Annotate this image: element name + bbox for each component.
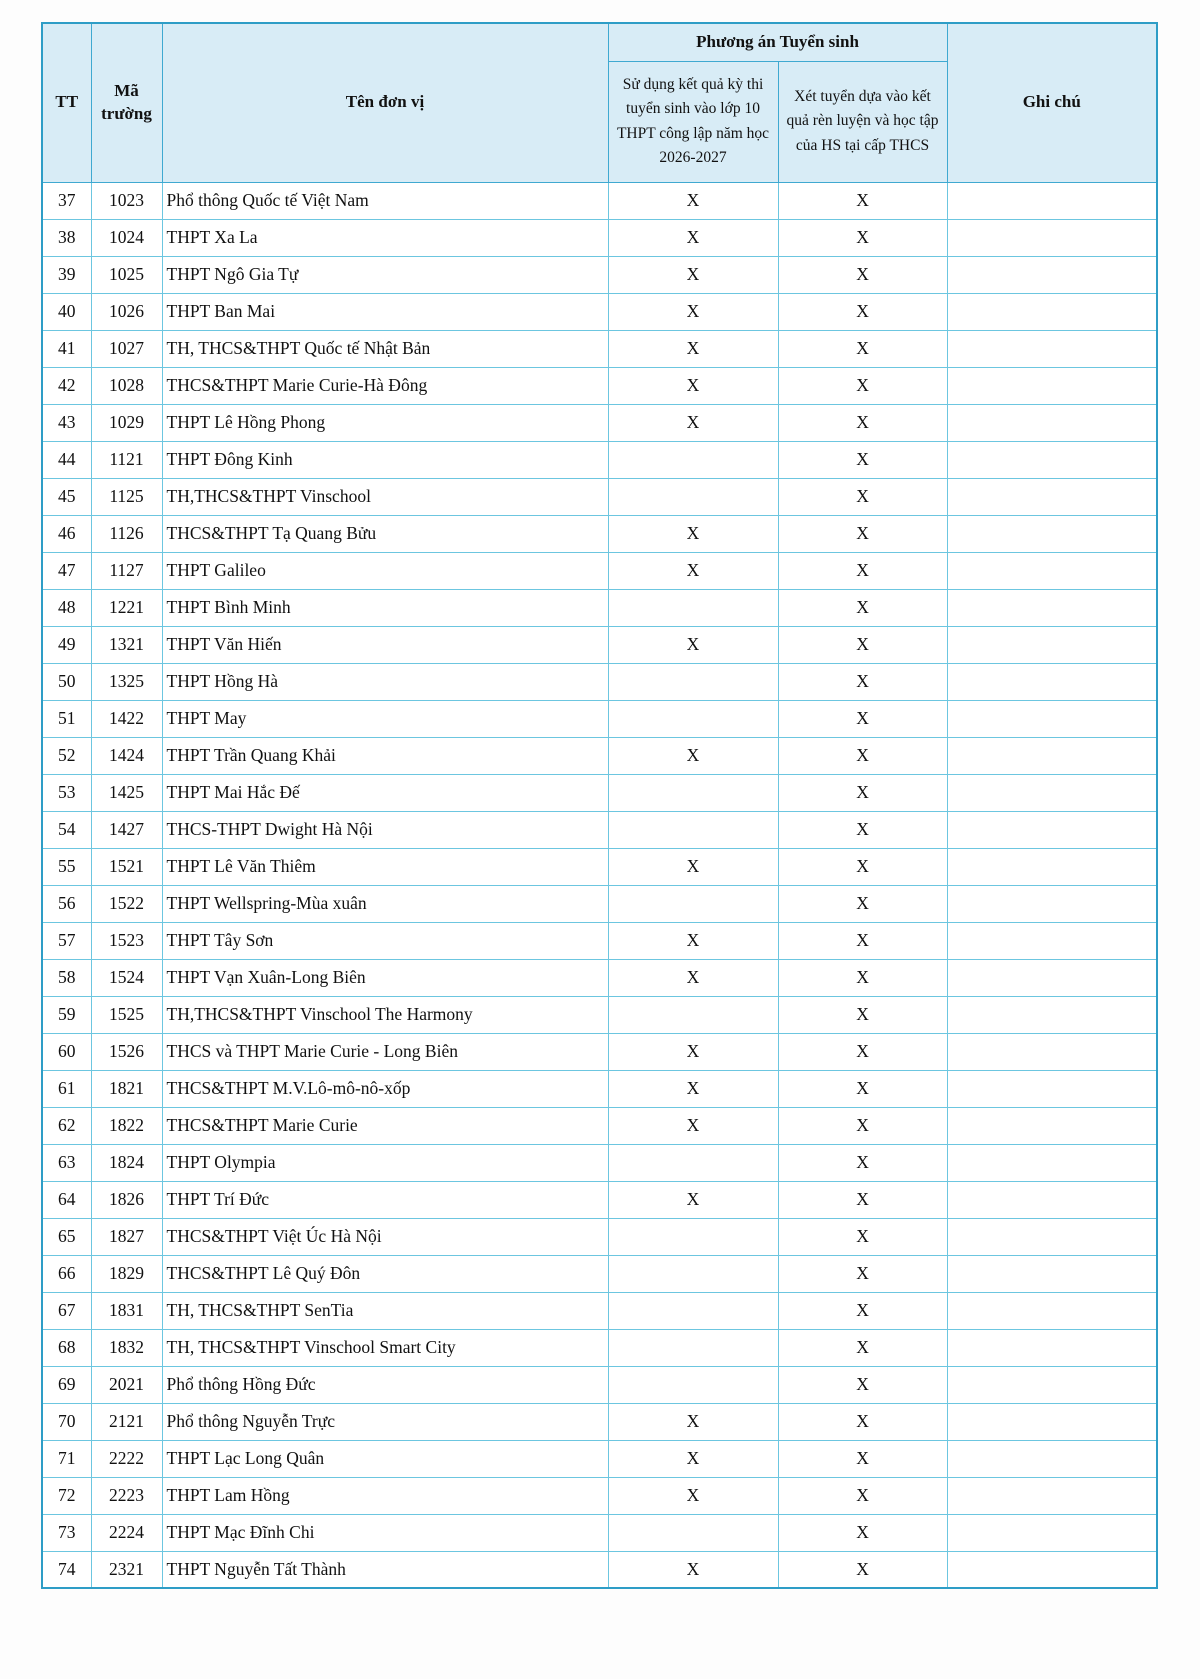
table-row xyxy=(42,922,1157,959)
row-review-mark-cell: X xyxy=(778,1551,947,1588)
row-tt-cell: 58 xyxy=(42,959,91,996)
row-note-cell xyxy=(947,922,1157,959)
table-row xyxy=(42,774,1157,811)
row-tt-cell: 41 xyxy=(42,330,91,367)
row-review-mark-cell: X xyxy=(778,256,947,293)
row-unit-name-cell: TH, THCS&THPT Vinschool Smart City xyxy=(162,1329,608,1366)
row-school-code-cell: 1526 xyxy=(91,1033,162,1070)
header-unit-name: Tên đơn vị xyxy=(162,23,608,182)
row-exam-mark-cell xyxy=(608,700,778,737)
row-school-code-cell: 1523 xyxy=(91,922,162,959)
row-exam-mark-cell: X xyxy=(608,1551,778,1588)
row-review-mark-cell: X xyxy=(778,1477,947,1514)
row-unit-name-cell: THPT Mai Hắc Đế xyxy=(162,774,608,811)
row-review-mark-cell: X xyxy=(778,219,947,256)
row-review-mark-cell: X xyxy=(778,774,947,811)
row-tt-cell: 68 xyxy=(42,1329,91,1366)
table-body xyxy=(42,182,1157,1588)
row-tt-cell: 73 xyxy=(42,1514,91,1551)
row-note-cell xyxy=(947,774,1157,811)
row-exam-mark-cell xyxy=(608,885,778,922)
table-row xyxy=(42,1551,1157,1588)
table-row xyxy=(42,663,1157,700)
table-row xyxy=(42,330,1157,367)
row-school-code-cell: 1424 xyxy=(91,737,162,774)
row-unit-name-cell: THPT Lê Hồng Phong xyxy=(162,404,608,441)
row-review-mark-cell: X xyxy=(778,515,947,552)
row-tt-cell: 74 xyxy=(42,1551,91,1588)
row-review-mark-cell: X xyxy=(778,996,947,1033)
row-school-code-cell: 1427 xyxy=(91,811,162,848)
row-school-code-cell: 1822 xyxy=(91,1107,162,1144)
row-note-cell xyxy=(947,848,1157,885)
row-review-mark-cell: X xyxy=(778,626,947,663)
row-note-cell xyxy=(947,1107,1157,1144)
row-note-cell xyxy=(947,515,1157,552)
table-row xyxy=(42,1477,1157,1514)
row-note-cell xyxy=(947,404,1157,441)
row-school-code-cell: 1028 xyxy=(91,367,162,404)
row-note-cell xyxy=(947,1033,1157,1070)
row-tt-cell: 61 xyxy=(42,1070,91,1107)
table-row xyxy=(42,1218,1157,1255)
row-school-code-cell: 1024 xyxy=(91,219,162,256)
row-note-cell xyxy=(947,293,1157,330)
table-row xyxy=(42,737,1157,774)
row-exam-mark-cell xyxy=(608,1366,778,1403)
table-row xyxy=(42,626,1157,663)
row-unit-name-cell: THPT Wellspring-Mùa xuân xyxy=(162,885,608,922)
table-row xyxy=(42,1366,1157,1403)
row-unit-name-cell: THPT Ngô Gia Tự xyxy=(162,256,608,293)
table-row xyxy=(42,441,1157,478)
row-exam-mark-cell: X xyxy=(608,1440,778,1477)
row-review-mark-cell: X xyxy=(778,1440,947,1477)
row-school-code-cell: 1027 xyxy=(91,330,162,367)
header-notes: Ghi chú xyxy=(947,23,1157,182)
row-unit-name-cell: TH,THCS&THPT Vinschool xyxy=(162,478,608,515)
row-review-mark-cell: X xyxy=(778,1144,947,1181)
row-exam-mark-cell: X xyxy=(608,737,778,774)
row-note-cell xyxy=(947,330,1157,367)
table-row xyxy=(42,367,1157,404)
row-unit-name-cell: THPT Trí Đức xyxy=(162,1181,608,1218)
row-review-mark-cell: X xyxy=(778,663,947,700)
row-exam-mark-cell xyxy=(608,774,778,811)
row-unit-name-cell: THCS&THPT Lê Quý Đôn xyxy=(162,1255,608,1292)
table-row xyxy=(42,478,1157,515)
row-school-code-cell: 1422 xyxy=(91,700,162,737)
row-tt-cell: 40 xyxy=(42,293,91,330)
table-row xyxy=(42,700,1157,737)
table-row xyxy=(42,1107,1157,1144)
row-tt-cell: 38 xyxy=(42,219,91,256)
table-header xyxy=(42,23,1157,182)
row-unit-name-cell: THCS&THPT Marie Curie-Hà Đông xyxy=(162,367,608,404)
row-note-cell xyxy=(947,182,1157,219)
row-note-cell xyxy=(947,663,1157,700)
header-tt: TT xyxy=(42,23,91,182)
row-school-code-cell: 1026 xyxy=(91,293,162,330)
row-note-cell xyxy=(947,885,1157,922)
table-row xyxy=(42,1033,1157,1070)
row-review-mark-cell: X xyxy=(778,293,947,330)
row-review-mark-cell: X xyxy=(778,1070,947,1107)
row-school-code-cell: 1325 xyxy=(91,663,162,700)
row-note-cell xyxy=(947,996,1157,1033)
row-tt-cell: 51 xyxy=(42,700,91,737)
row-unit-name-cell: TH,THCS&THPT Vinschool The Harmony xyxy=(162,996,608,1033)
row-tt-cell: 72 xyxy=(42,1477,91,1514)
row-unit-name-cell: TH, THCS&THPT Quốc tế Nhật Bản xyxy=(162,330,608,367)
row-exam-mark-cell: X xyxy=(608,515,778,552)
row-unit-name-cell: THPT Lạc Long Quân xyxy=(162,1440,608,1477)
row-school-code-cell: 1023 xyxy=(91,182,162,219)
table-row xyxy=(42,1329,1157,1366)
row-unit-name-cell: THCS và THPT Marie Curie - Long Biên xyxy=(162,1033,608,1070)
row-review-mark-cell: X xyxy=(778,811,947,848)
row-unit-name-cell: THPT May xyxy=(162,700,608,737)
row-tt-cell: 44 xyxy=(42,441,91,478)
row-exam-mark-cell xyxy=(608,1144,778,1181)
row-note-cell xyxy=(947,626,1157,663)
row-note-cell xyxy=(947,552,1157,589)
row-review-mark-cell: X xyxy=(778,737,947,774)
row-review-mark-cell: X xyxy=(778,848,947,885)
row-exam-mark-cell: X xyxy=(608,404,778,441)
table-row xyxy=(42,885,1157,922)
row-unit-name-cell: THPT Đông Kinh xyxy=(162,441,608,478)
row-school-code-cell: 1525 xyxy=(91,996,162,1033)
row-tt-cell: 37 xyxy=(42,182,91,219)
row-unit-name-cell: THPT Vạn Xuân-Long Biên xyxy=(162,959,608,996)
row-tt-cell: 65 xyxy=(42,1218,91,1255)
row-note-cell xyxy=(947,1440,1157,1477)
row-school-code-cell: 1826 xyxy=(91,1181,162,1218)
row-tt-cell: 60 xyxy=(42,1033,91,1070)
row-exam-mark-cell xyxy=(608,441,778,478)
table-row xyxy=(42,515,1157,552)
row-note-cell xyxy=(947,1255,1157,1292)
row-review-mark-cell: X xyxy=(778,1033,947,1070)
row-tt-cell: 63 xyxy=(42,1144,91,1181)
row-exam-mark-cell xyxy=(608,1329,778,1366)
row-note-cell xyxy=(947,589,1157,626)
row-unit-name-cell: THPT Xa La xyxy=(162,219,608,256)
row-exam-mark-cell: X xyxy=(608,626,778,663)
row-note-cell xyxy=(947,478,1157,515)
row-school-code-cell: 1425 xyxy=(91,774,162,811)
row-review-mark-cell: X xyxy=(778,1181,947,1218)
row-tt-cell: 53 xyxy=(42,774,91,811)
header-school-code: Mã trường xyxy=(91,23,162,182)
row-unit-name-cell: THPT Mạc Đĩnh Chi xyxy=(162,1514,608,1551)
row-tt-cell: 62 xyxy=(42,1107,91,1144)
row-exam-mark-cell xyxy=(608,663,778,700)
row-note-cell xyxy=(947,441,1157,478)
row-school-code-cell: 2223 xyxy=(91,1477,162,1514)
row-unit-name-cell: Phổ thông Nguyễn Trực xyxy=(162,1403,608,1440)
row-exam-mark-cell: X xyxy=(608,293,778,330)
row-exam-mark-cell xyxy=(608,1514,778,1551)
row-unit-name-cell: THCS&THPT Việt Úc Hà Nội xyxy=(162,1218,608,1255)
row-exam-mark-cell xyxy=(608,1255,778,1292)
row-school-code-cell: 1522 xyxy=(91,885,162,922)
row-tt-cell: 57 xyxy=(42,922,91,959)
row-school-code-cell: 2121 xyxy=(91,1403,162,1440)
row-review-mark-cell: X xyxy=(778,552,947,589)
table-row xyxy=(42,1070,1157,1107)
row-note-cell xyxy=(947,1070,1157,1107)
table-row xyxy=(42,293,1157,330)
row-tt-cell: 47 xyxy=(42,552,91,589)
row-exam-mark-cell xyxy=(608,589,778,626)
row-school-code-cell: 1824 xyxy=(91,1144,162,1181)
row-school-code-cell: 1524 xyxy=(91,959,162,996)
row-unit-name-cell: THPT Trần Quang Khải xyxy=(162,737,608,774)
row-note-cell xyxy=(947,1366,1157,1403)
row-unit-name-cell: THPT Lê Văn Thiêm xyxy=(162,848,608,885)
row-review-mark-cell: X xyxy=(778,885,947,922)
row-tt-cell: 39 xyxy=(42,256,91,293)
table-row xyxy=(42,1514,1157,1551)
row-exam-mark-cell: X xyxy=(608,1070,778,1107)
row-exam-mark-cell: X xyxy=(608,1403,778,1440)
row-exam-mark-cell xyxy=(608,996,778,1033)
table-row xyxy=(42,552,1157,589)
row-school-code-cell: 1221 xyxy=(91,589,162,626)
header-review-result: Xét tuyển dựa vào kết quả rèn luyện và học tập của HS tại cấp THCS xyxy=(778,61,947,182)
table-row xyxy=(42,848,1157,885)
row-tt-cell: 48 xyxy=(42,589,91,626)
row-exam-mark-cell: X xyxy=(608,182,778,219)
row-note-cell xyxy=(947,1292,1157,1329)
row-exam-mark-cell: X xyxy=(608,367,778,404)
row-tt-cell: 43 xyxy=(42,404,91,441)
row-exam-mark-cell: X xyxy=(608,552,778,589)
row-note-cell xyxy=(947,737,1157,774)
row-school-code-cell: 2222 xyxy=(91,1440,162,1477)
header-exam-result: Sử dụng kết quả kỳ thi tuyển sinh vào lớp 10 THPT công lập năm học 2026-2027 xyxy=(608,61,778,182)
row-tt-cell: 59 xyxy=(42,996,91,1033)
enrollment-plan-table xyxy=(41,22,1158,1589)
row-exam-mark-cell xyxy=(608,1292,778,1329)
row-tt-cell: 45 xyxy=(42,478,91,515)
row-review-mark-cell: X xyxy=(778,589,947,626)
row-note-cell xyxy=(947,959,1157,996)
row-unit-name-cell: THPT Nguyễn Tất Thành xyxy=(162,1551,608,1588)
header-enrollment-plan: Phương án Tuyển sinh xyxy=(608,23,947,61)
row-school-code-cell: 2021 xyxy=(91,1366,162,1403)
row-exam-mark-cell xyxy=(608,478,778,515)
row-unit-name-cell: THCS&THPT Marie Curie xyxy=(162,1107,608,1144)
table-row xyxy=(42,1144,1157,1181)
row-tt-cell: 67 xyxy=(42,1292,91,1329)
row-review-mark-cell: X xyxy=(778,1403,947,1440)
row-exam-mark-cell: X xyxy=(608,848,778,885)
row-unit-name-cell: THPT Galileo xyxy=(162,552,608,589)
row-school-code-cell: 1125 xyxy=(91,478,162,515)
row-note-cell xyxy=(947,1403,1157,1440)
row-exam-mark-cell: X xyxy=(608,1181,778,1218)
row-review-mark-cell: X xyxy=(778,1107,947,1144)
table-row xyxy=(42,1403,1157,1440)
table-row xyxy=(42,219,1157,256)
row-unit-name-cell: THCS&THPT Tạ Quang Bửu xyxy=(162,515,608,552)
row-note-cell xyxy=(947,1514,1157,1551)
row-school-code-cell: 1831 xyxy=(91,1292,162,1329)
row-tt-cell: 46 xyxy=(42,515,91,552)
row-note-cell xyxy=(947,811,1157,848)
row-unit-name-cell: THPT Lam Hồng xyxy=(162,1477,608,1514)
row-tt-cell: 56 xyxy=(42,885,91,922)
row-note-cell xyxy=(947,700,1157,737)
row-tt-cell: 49 xyxy=(42,626,91,663)
row-exam-mark-cell: X xyxy=(608,219,778,256)
row-exam-mark-cell: X xyxy=(608,1033,778,1070)
row-school-code-cell: 1832 xyxy=(91,1329,162,1366)
table-row xyxy=(42,182,1157,219)
row-review-mark-cell: X xyxy=(778,922,947,959)
row-review-mark-cell: X xyxy=(778,182,947,219)
row-tt-cell: 64 xyxy=(42,1181,91,1218)
row-note-cell xyxy=(947,1144,1157,1181)
table-row xyxy=(42,1292,1157,1329)
row-note-cell xyxy=(947,1551,1157,1588)
row-review-mark-cell: X xyxy=(778,367,947,404)
row-exam-mark-cell: X xyxy=(608,256,778,293)
row-exam-mark-cell xyxy=(608,1218,778,1255)
row-unit-name-cell: THCS&THPT M.V.Lô-mô-nô-xốp xyxy=(162,1070,608,1107)
row-unit-name-cell: Phổ thông Quốc tế Việt Nam xyxy=(162,182,608,219)
table-row xyxy=(42,1440,1157,1477)
row-review-mark-cell: X xyxy=(778,330,947,367)
row-unit-name-cell: THPT Văn Hiến xyxy=(162,626,608,663)
table-row xyxy=(42,996,1157,1033)
row-tt-cell: 69 xyxy=(42,1366,91,1403)
row-review-mark-cell: X xyxy=(778,700,947,737)
row-exam-mark-cell: X xyxy=(608,330,778,367)
row-tt-cell: 42 xyxy=(42,367,91,404)
row-school-code-cell: 1126 xyxy=(91,515,162,552)
row-review-mark-cell: X xyxy=(778,441,947,478)
row-note-cell xyxy=(947,1181,1157,1218)
row-tt-cell: 66 xyxy=(42,1255,91,1292)
row-exam-mark-cell: X xyxy=(608,1107,778,1144)
row-school-code-cell: 1829 xyxy=(91,1255,162,1292)
row-review-mark-cell: X xyxy=(778,404,947,441)
row-review-mark-cell: X xyxy=(778,1366,947,1403)
table-row xyxy=(42,1255,1157,1292)
row-unit-name-cell: THPT Hồng Hà xyxy=(162,663,608,700)
row-tt-cell: 54 xyxy=(42,811,91,848)
row-school-code-cell: 1029 xyxy=(91,404,162,441)
row-school-code-cell: 1821 xyxy=(91,1070,162,1107)
row-unit-name-cell: THPT Olympia xyxy=(162,1144,608,1181)
row-school-code-cell: 2321 xyxy=(91,1551,162,1588)
row-school-code-cell: 2224 xyxy=(91,1514,162,1551)
row-note-cell xyxy=(947,219,1157,256)
row-note-cell xyxy=(947,1329,1157,1366)
row-tt-cell: 52 xyxy=(42,737,91,774)
row-review-mark-cell: X xyxy=(778,959,947,996)
row-exam-mark-cell: X xyxy=(608,922,778,959)
row-exam-mark-cell: X xyxy=(608,1477,778,1514)
row-review-mark-cell: X xyxy=(778,478,947,515)
row-review-mark-cell: X xyxy=(778,1514,947,1551)
row-exam-mark-cell xyxy=(608,811,778,848)
row-school-code-cell: 1127 xyxy=(91,552,162,589)
row-note-cell xyxy=(947,1218,1157,1255)
row-school-code-cell: 1521 xyxy=(91,848,162,885)
table-row xyxy=(42,959,1157,996)
row-review-mark-cell: X xyxy=(778,1329,947,1366)
row-note-cell xyxy=(947,256,1157,293)
row-school-code-cell: 1025 xyxy=(91,256,162,293)
row-review-mark-cell: X xyxy=(778,1255,947,1292)
row-unit-name-cell: THPT Ban Mai xyxy=(162,293,608,330)
row-school-code-cell: 1827 xyxy=(91,1218,162,1255)
row-review-mark-cell: X xyxy=(778,1218,947,1255)
row-unit-name-cell: THPT Tây Sơn xyxy=(162,922,608,959)
row-note-cell xyxy=(947,1477,1157,1514)
row-exam-mark-cell: X xyxy=(608,959,778,996)
row-unit-name-cell: THCS-THPT Dwight Hà Nội xyxy=(162,811,608,848)
table-row xyxy=(42,1181,1157,1218)
row-tt-cell: 70 xyxy=(42,1403,91,1440)
row-unit-name-cell: THPT Bình Minh xyxy=(162,589,608,626)
table-row xyxy=(42,404,1157,441)
table-row xyxy=(42,256,1157,293)
row-tt-cell: 55 xyxy=(42,848,91,885)
row-review-mark-cell: X xyxy=(778,1292,947,1329)
row-tt-cell: 71 xyxy=(42,1440,91,1477)
row-school-code-cell: 1321 xyxy=(91,626,162,663)
row-unit-name-cell: TH, THCS&THPT SenTia xyxy=(162,1292,608,1329)
row-tt-cell: 50 xyxy=(42,663,91,700)
row-unit-name-cell: Phổ thông Hồng Đức xyxy=(162,1366,608,1403)
row-school-code-cell: 1121 xyxy=(91,441,162,478)
row-note-cell xyxy=(947,367,1157,404)
table-row xyxy=(42,811,1157,848)
table-row xyxy=(42,589,1157,626)
